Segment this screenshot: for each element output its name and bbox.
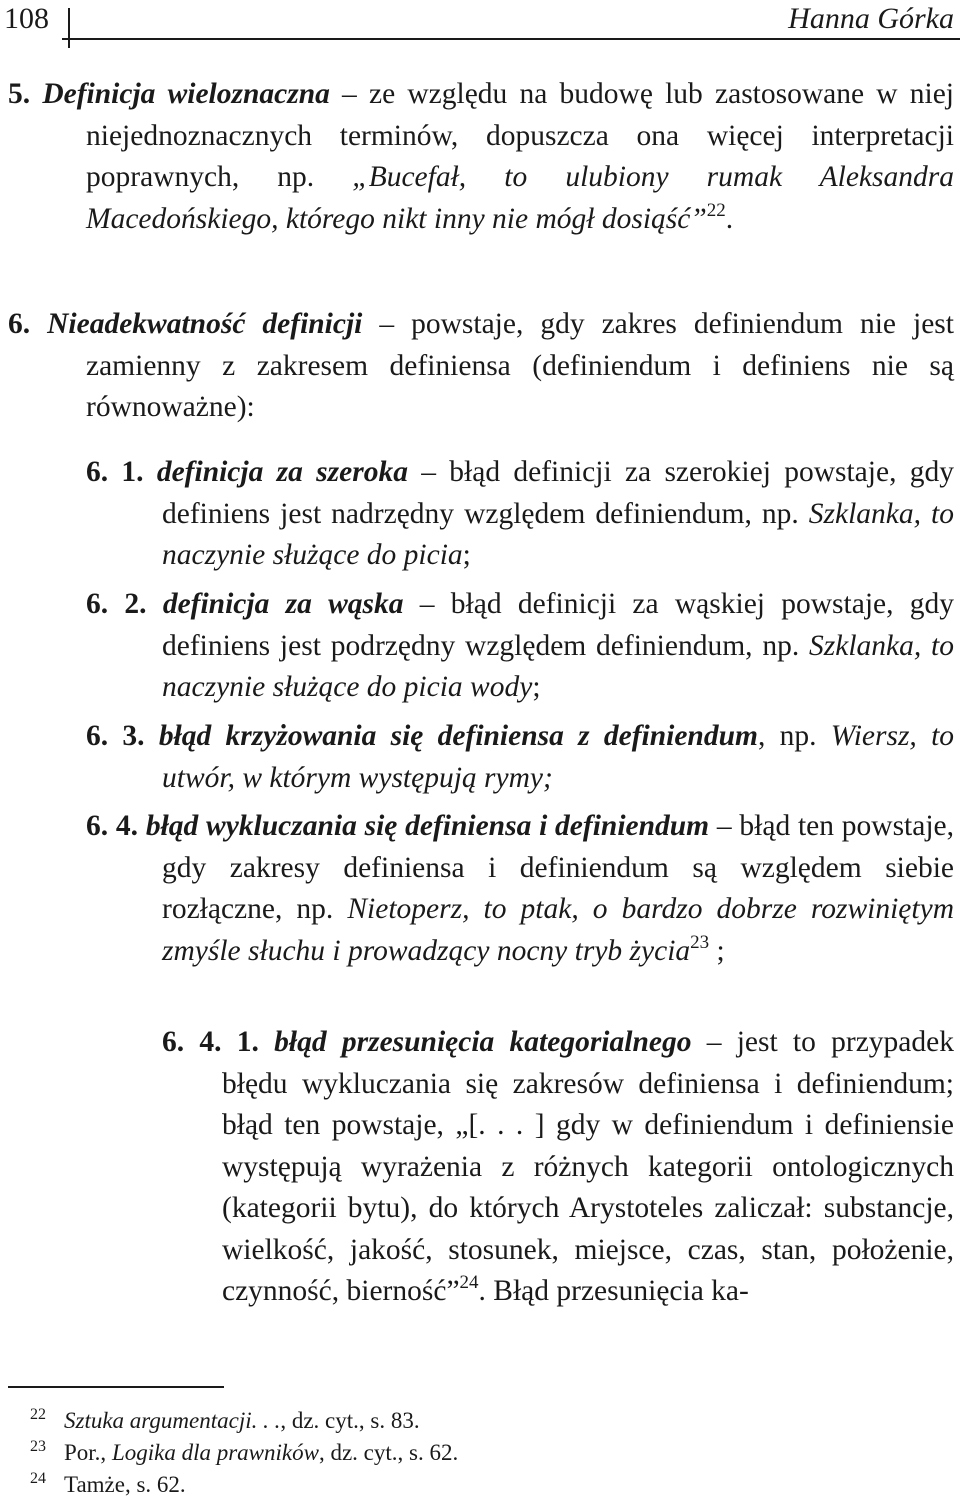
item-text: , np. xyxy=(757,720,831,752)
item-text: – ze względu na budowę lub zastosowane w niej niejednoznacznych terminów, dopuszcza ona więcej interpretacji poprawnych, np. xyxy=(86,78,955,193)
footnote-ref[interactable]: 24 xyxy=(459,1272,479,1293)
item-6-4 xyxy=(86,806,954,972)
item-number: 6. xyxy=(8,308,31,340)
item-number: 6. 1. xyxy=(86,456,144,488)
running-header xyxy=(0,0,960,48)
item-end: ; xyxy=(532,671,541,703)
item-number: 5. xyxy=(8,78,31,110)
footnote-rest: , dz. cyt., s. 62. xyxy=(318,1440,459,1465)
item-text: – błąd definicji za szerokiej powstaje, gdy definiens jest nadrzędny względem definiendum, np. xyxy=(162,456,954,530)
footnote-number: 23 xyxy=(30,1438,46,1455)
item-end: . xyxy=(725,202,734,235)
item-term: definicja za szeroka xyxy=(156,456,408,488)
footnote-ref[interactable]: 22 xyxy=(706,199,726,221)
item-text: – błąd definicji za wąskiej powstaje, gdy definiens jest podrzędny względem definiendum, np. xyxy=(162,588,955,662)
footnote-rest: , dz. cyt., s. 83. xyxy=(280,1408,420,1433)
footnote-title: Logika dla prawników xyxy=(111,1440,319,1465)
footnote-pre: Por., xyxy=(64,1440,112,1465)
item-example: Szklanka, to naczynie służące do picia xyxy=(162,497,955,571)
item-6-2 xyxy=(86,584,954,709)
footnote-number: 22 xyxy=(30,1406,46,1423)
item-term: definicja za wąska xyxy=(162,588,404,620)
item-number: 6. 4. 1. xyxy=(162,1026,259,1058)
item-example: Nietoperz, to ptak, o bardzo dobrze rozwiniętym zmyśle słuchu i prowadzący nocny tryb życia xyxy=(162,893,954,967)
item-end: . Błąd przesunięcia ka- xyxy=(478,1275,749,1307)
header-rule xyxy=(62,38,960,40)
footnote-ref[interactable]: 23 xyxy=(690,931,710,953)
item-text: – błąd ten powstaje, gdy zakresy definiensa i definiendum są względem siebie rozłączne, np. xyxy=(162,810,955,925)
footnote-title: Sztuka argumentacji. . . xyxy=(64,1408,281,1433)
item-term: Nieadekwatność definicji xyxy=(47,308,363,340)
footnote-rest: Tamże, s. 62. xyxy=(64,1472,186,1497)
item-text: – powstaje, gdy zakres definiendum nie jest zamienny z zakresem definiensa (definiendum i definiens nie są równoważne): xyxy=(86,308,954,423)
item-6 xyxy=(8,304,954,429)
item-example: Szklanka, to naczynie służące do picia wody xyxy=(162,629,955,703)
page-number: 108 xyxy=(4,2,49,35)
item-number: 6. 2. xyxy=(86,588,147,620)
item-end: ; xyxy=(709,934,725,967)
running-author: Hanna Górka xyxy=(788,2,954,35)
item-term: Definicja wieloznaczna xyxy=(42,78,330,110)
item-number: 6. 4. xyxy=(86,810,139,842)
item-term: błąd krzyżowania się definiensa z definiendum xyxy=(158,720,758,752)
footnote-text xyxy=(64,1470,186,1500)
footnote-text xyxy=(64,1438,458,1468)
item-end: ; xyxy=(462,539,471,571)
item-5 xyxy=(8,74,954,240)
item-number: 6. 3. xyxy=(86,720,145,752)
item-example: Wiersz, to utwór, w którym występują rymy; xyxy=(162,720,955,794)
footnote-rule xyxy=(8,1386,224,1388)
item-text: – jest to przypadek błędu wykluczania się zakresów definiensa i definiendum; błąd ten powstaje, „[. . . ] gdy w definiendum i definiensie występują wyrażenia z różnych kategorii ontologicznych (kategorii bytu), do których Arystoteles zaliczał: substancje, wielkość, jakość, stosunek, miejsce, czas, stan, położenie, czynność, bierność” xyxy=(222,1026,954,1307)
item-6-3 xyxy=(86,716,954,799)
item-term: błąd przesunięcia kategorialnego xyxy=(274,1026,692,1058)
item-6-1 xyxy=(86,452,954,577)
item-6-4-1 xyxy=(162,1022,954,1313)
footnote-text xyxy=(64,1406,420,1436)
item-term: błąd wykluczania się definiensa i definiendum xyxy=(145,810,710,842)
header-margin-mark xyxy=(68,8,70,48)
item-example: „Bucefał, to ulubiony rumak Aleksandra Macedońskiego, którego nikt inny nie mógł dosiąść” xyxy=(86,161,954,235)
footnote-number: 24 xyxy=(30,1470,46,1487)
